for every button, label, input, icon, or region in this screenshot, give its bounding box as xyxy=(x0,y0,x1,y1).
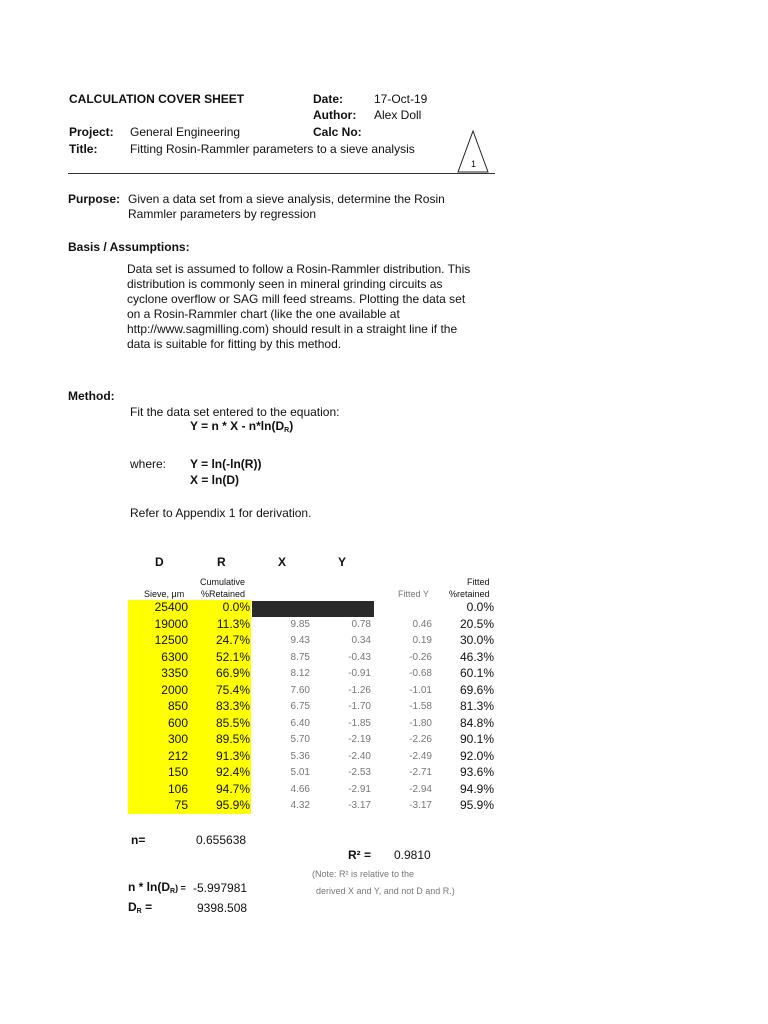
fitted-y-cell: -1.01 xyxy=(409,684,432,696)
fitted-y-cell: 0.46 xyxy=(412,618,432,630)
r2-note-line1: (Note: R² is relative to the xyxy=(312,869,415,879)
equation-text: Y = n * X - n*ln(D xyxy=(190,419,285,433)
fitted-y-cell: -1.58 xyxy=(409,701,432,712)
sieve-size-cell: 25400 xyxy=(154,600,188,614)
sub-header-fitted-retained: %retained xyxy=(449,589,490,599)
basis-line: Data set is assumed to follow a Rosin-Rammler distribution. This xyxy=(127,262,471,276)
purpose-text xyxy=(128,192,445,222)
y-cell: -0.91 xyxy=(348,668,371,679)
retained-cell: 94.7% xyxy=(215,781,250,796)
fitted-y-cell: -2.26 xyxy=(409,734,432,745)
sheet-title: CALCULATION COVER SHEET xyxy=(69,92,245,106)
dr-subscript: R xyxy=(136,908,142,915)
sieve-size-cell: 2000 xyxy=(161,682,188,697)
retained-cell: 11.3% xyxy=(216,616,250,631)
sub-header-fitted-y: Fitted Y xyxy=(398,589,429,599)
y-cell: -2.53 xyxy=(348,767,371,778)
fitted-retained-cell: 90.1% xyxy=(459,732,494,746)
fitted-retained-cell: 20.5% xyxy=(459,616,494,631)
y-cell: -2.91 xyxy=(348,783,371,795)
n-ln-dr-value: -5.997981 xyxy=(193,881,248,895)
sieve-size-cell: 150 xyxy=(167,765,188,779)
title-value: Fitting Rosin-Rammler parameters to a sieve analysis xyxy=(130,142,415,156)
where-label: where: xyxy=(130,457,167,471)
col-header-d: D xyxy=(155,555,164,569)
equation-end: ) xyxy=(289,419,294,433)
y-cell: -1.70 xyxy=(348,701,371,712)
fitted-retained-cell: 95.9% xyxy=(459,798,494,812)
n-label: n= xyxy=(131,833,146,847)
sieve-size-cell: 3350 xyxy=(161,666,188,680)
fitted-y-cell: -0.68 xyxy=(409,668,432,679)
basis-line: on a Rosin-Rammler chart (like the one available at xyxy=(127,307,400,321)
x-cell: 5.70 xyxy=(290,734,310,745)
dr-label-text: D xyxy=(128,900,137,914)
r2-value: 0.9810 xyxy=(394,848,431,862)
retained-cell: 89.5% xyxy=(215,732,250,746)
fitted-retained-cell: 46.3% xyxy=(459,649,494,664)
calc-no-label: Calc No: xyxy=(313,125,362,139)
x-cell: 9.85 xyxy=(290,618,310,630)
retained-cell: 85.5% xyxy=(215,715,250,730)
where-x: X = ln(D) xyxy=(190,473,240,487)
sieve-size-cell: 19000 xyxy=(154,616,188,631)
sieve-size-cell: 106 xyxy=(167,781,188,796)
retained-cell: 95.9% xyxy=(215,798,250,812)
x-cell: 8.12 xyxy=(290,668,310,679)
col-header-x: X xyxy=(278,555,287,569)
fitted-retained-cell: 84.8% xyxy=(459,715,494,730)
purpose-line: Given a data set from a sieve analysis, determine the Rosin xyxy=(128,192,445,206)
x-cell: 8.75 xyxy=(290,651,310,663)
retained-cell: 24.7% xyxy=(215,633,250,647)
sieve-size-cell: 75 xyxy=(174,798,188,812)
col-header-y: Y xyxy=(338,555,347,569)
project-label: Project: xyxy=(69,125,114,139)
n-ln-dr-label xyxy=(128,880,186,895)
basis-line: data is suitable for fitting by this method. xyxy=(127,337,342,351)
fitted-y-cell: -2.71 xyxy=(409,767,432,778)
date-label: Date: xyxy=(313,92,344,106)
sieve-size-cell: 600 xyxy=(167,715,188,730)
equation-subscript: R xyxy=(284,427,290,434)
x-cell: 6.40 xyxy=(290,717,310,729)
sub-header-fitted: Fitted xyxy=(467,577,490,587)
author-label: Author: xyxy=(313,108,357,122)
x-cell: 4.32 xyxy=(290,800,310,811)
fitted-retained-cell: 60.1% xyxy=(459,666,494,680)
purpose-label: Purpose: xyxy=(68,192,121,206)
basis-text xyxy=(127,262,470,352)
fitted-retained-cell: 0.0% xyxy=(466,600,494,614)
blank-cell xyxy=(252,601,374,617)
x-cell: 5.01 xyxy=(290,767,310,778)
basis-label: Basis / Assumptions: xyxy=(68,240,190,254)
r2-label: R² = xyxy=(348,848,372,862)
y-cell: 0.34 xyxy=(351,635,371,646)
dr-label-end: = xyxy=(141,900,153,914)
refer-text: Refer to Appendix 1 for derivation. xyxy=(130,506,312,520)
header-divider xyxy=(68,173,495,174)
n-value: 0.655638 xyxy=(196,833,247,847)
purpose-line: Rammler parameters by regression xyxy=(128,207,317,221)
sieve-size-cell: 212 xyxy=(167,748,188,763)
sub-header-retained: %Retained xyxy=(201,589,246,599)
y-cell: -0.43 xyxy=(348,651,371,663)
sub-header-sieve: Sieve, μm xyxy=(144,589,185,599)
x-cell: 5.36 xyxy=(290,750,310,762)
retained-cell: 91.3% xyxy=(215,748,250,763)
nln-label-end: ) = xyxy=(175,883,186,893)
date-value: 17-Oct-19 xyxy=(374,92,428,106)
where-y: Y = ln(-ln(R)) xyxy=(190,457,262,471)
y-cell: -2.19 xyxy=(348,734,371,745)
fitted-y-cell: -2.49 xyxy=(409,750,432,762)
fitted-retained-cell: 81.3% xyxy=(459,699,494,713)
fitted-y-cell: -1.80 xyxy=(409,717,432,729)
y-cell: -2.40 xyxy=(348,750,371,762)
sub-header-cumulative: Cumulative xyxy=(200,577,246,587)
x-cell: 4.66 xyxy=(290,783,310,795)
fitted-y-cell: -3.17 xyxy=(409,800,432,811)
project-value: General Engineering xyxy=(130,125,241,139)
fitted-y-cell: 0.19 xyxy=(412,635,432,646)
method-equation xyxy=(190,419,293,434)
author-value: Alex Doll xyxy=(374,108,422,122)
retained-cell: 83.3% xyxy=(215,699,250,713)
basis-line: cyclone overflow or SAG mill feed streams. Plotting the data set xyxy=(127,292,466,306)
fitted-y-cell: -2.94 xyxy=(409,783,432,795)
fitted-retained-cell: 69.6% xyxy=(459,682,494,697)
method-label: Method: xyxy=(68,389,115,403)
y-cell: 0.78 xyxy=(351,618,371,630)
sieve-size-cell: 6300 xyxy=(161,649,188,664)
fitted-retained-cell: 92.0% xyxy=(459,748,494,763)
retained-cell: 0.0% xyxy=(222,600,250,614)
method-intro: Fit the data set entered to the equation: xyxy=(130,405,340,419)
retained-cell: 66.9% xyxy=(215,666,250,680)
x-cell: 7.60 xyxy=(290,684,310,696)
sieve-size-cell: 300 xyxy=(167,732,188,746)
title-label: Title: xyxy=(69,142,98,156)
fitted-retained-cell: 30.0% xyxy=(459,633,494,647)
y-cell: -3.17 xyxy=(348,800,371,811)
x-cell: 9.43 xyxy=(290,635,310,646)
dr-value: 9398.508 xyxy=(197,901,248,915)
revision-number: 1 xyxy=(471,159,477,169)
y-cell: -1.26 xyxy=(348,684,371,696)
fitted-retained-cell: 94.9% xyxy=(459,781,494,796)
retained-cell: 52.1% xyxy=(215,649,250,664)
fitted-y-cell: -0.26 xyxy=(409,651,432,663)
sieve-size-cell: 850 xyxy=(167,699,188,713)
basis-line: http://www.sagmilling.com) should result in a straight line if the xyxy=(127,322,458,336)
basis-line: distribution is commonly seen in mineral grinding circuits as xyxy=(127,277,443,291)
y-cell: -1.85 xyxy=(348,717,371,729)
nln-subscript: R xyxy=(170,888,176,895)
dr-label xyxy=(128,900,152,915)
retained-cell: 92.4% xyxy=(215,765,250,779)
col-header-r: R xyxy=(217,555,226,569)
fitted-retained-cell: 93.6% xyxy=(459,765,494,779)
sieve-size-cell: 12500 xyxy=(154,633,188,647)
r2-note-line2: derived X and Y, and not D and R.) xyxy=(316,886,455,896)
nln-label-text: n * ln(D xyxy=(128,880,170,894)
x-cell: 6.75 xyxy=(290,701,310,712)
retained-cell: 75.4% xyxy=(215,682,250,697)
